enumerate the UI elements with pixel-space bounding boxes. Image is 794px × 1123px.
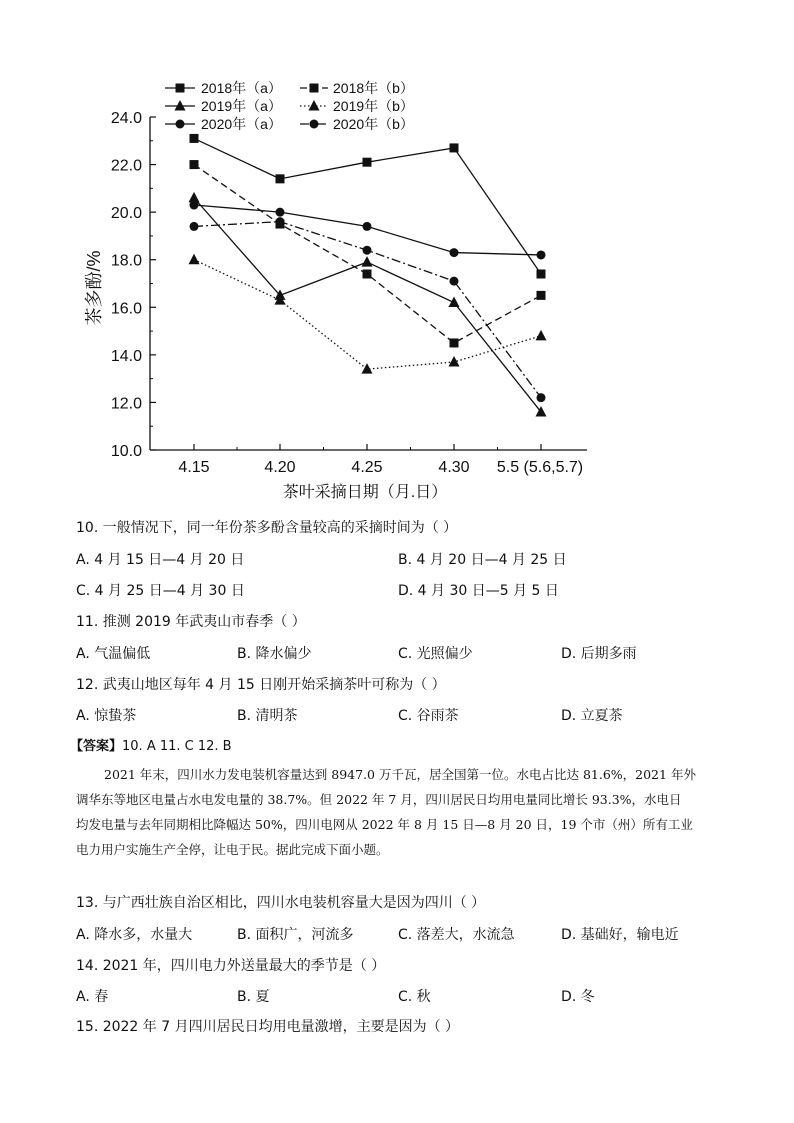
data-point [450,277,459,286]
data-point [190,201,199,210]
question-11-option-c: C. 光照偏少 [398,646,473,662]
data-point [363,246,372,255]
data-point [537,393,546,402]
legend-label: 2019年（b） [333,98,414,114]
question-14-option-b: B. 夏 [237,989,270,1005]
legend-marker [309,100,320,111]
data-point [276,174,285,183]
question-14-option-a: A. 春 [76,989,109,1005]
question-10-option-a: A. 4 月 15 日—4 月 20 日 [76,552,245,568]
data-point [449,297,460,308]
answer-line [70,738,232,756]
question-12-option-a: A. 惊蛰茶 [76,708,137,724]
question-12-stem: 12. 武夷山地区每年 4 月 15 日刚开始采摘茶叶可称为（ ） [76,677,446,693]
x-tick-label: 4.15 [178,459,210,476]
chart-legend [165,80,414,132]
series-1 [190,134,546,279]
y-tick-label: 24.0 [110,110,142,127]
legend-marker [310,84,319,93]
data-point [189,254,200,265]
tea-polyphenol-line-chart [0,0,794,510]
question-12-option-b: B. 清明茶 [237,708,298,724]
data-point [450,338,459,347]
chart-axes [150,117,587,450]
question-14-stem: 14. 2021 年，四川电力外送量最大的季节是（ ） [76,958,386,974]
legend-marker [310,120,319,129]
y-tick-label: 12.0 [110,395,142,413]
data-point [363,158,372,167]
data-point [537,269,546,278]
data-point [276,217,285,226]
answer-text: 10. A 11. C 12. B [122,739,232,754]
passage-line: 2021 年末，四川水力发电装机容量达到 8947.0 万千瓦，居全国第一位。水电占比达 81.6%，2021 年外 [104,767,696,782]
question-11-option-b: B. 降水偏少 [237,646,312,662]
data-point [450,143,459,152]
legend-marker [175,100,186,111]
question-10-option-c: C. 4 月 25 日—4 月 30 日 [76,583,245,599]
data-point [362,363,373,374]
passage-line: 电力用户实施生产全停，让电于民。据此完成下面小题。 [76,842,389,857]
question-10-option-b: B. 4 月 20 日—4 月 25 日 [398,552,567,568]
y-tick-label: 18.0 [110,252,142,270]
data-point [537,291,546,300]
reading-passage [76,762,726,862]
legend-label: 2018年（b） [333,80,414,96]
y-tick-label: 10.0 [110,443,142,460]
data-point [190,134,199,143]
x-tick-label: 5.5 (5.6,5.7) [496,459,584,476]
question-14-option-c: C. 秋 [398,989,431,1005]
question-13-option-a: A. 降水多，水量大 [76,927,193,943]
question-10-stem: 10. 一般情况下，同一年份茶多酚含量较高的采摘时间为（ ） [76,520,458,536]
data-point [537,250,546,259]
legend-label: 2018年（a） [201,80,282,96]
question-12-option-d: D. 立夏茶 [561,708,623,724]
data-point [536,330,547,341]
legend-marker [176,84,185,93]
data-point [450,248,459,257]
x-axis-ticks [178,444,583,476]
y-axis-ticks [111,110,156,460]
answer-label: 【答案】 [70,739,123,754]
data-point [190,160,199,169]
x-tick-label: 4.30 [438,459,470,476]
question-11-stem: 11. 推测 2019 年武夷山市春季（ ） [76,614,306,630]
data-point [276,208,285,217]
question-13-option-b: B. 面积广，河流多 [237,927,354,943]
data-point [362,256,373,267]
x-tick-label: 4.25 [351,459,383,476]
question-13-option-d: D. 基础好，输电近 [561,927,679,943]
question-15-stem: 15. 2022 年 7 月四川居民日均用电量激增，主要是因为（ ） [76,1019,460,1035]
y-tick-label: 20.0 [110,205,142,223]
x-axis-label: 茶叶采摘日期（月.日） [282,484,448,501]
y-tick-label: 16.0 [110,300,142,318]
question-13-option-c: C. 落差大，水流急 [398,927,515,943]
legend-marker [176,120,185,129]
legend-label: 2020年（a） [201,116,282,132]
passage-line: 调华东等地区电量占水电发电量的 38.7%。但 2022 年 7 月，四川居民日均用电量同比增长 93.3%，水电日 [76,792,682,807]
passage-line: 均发电量与去年同期相比降幅达 50%，四川电网从 2022 年 8 月 15 日—8 月 20 日，19 个市（州）所有工业 [76,817,693,832]
question-10-option-d: D. 4 月 30 日—5 月 5 日 [398,583,559,599]
y-tick-label: 22.0 [110,157,142,175]
question-11-option-a: A. 气温偏低 [76,646,151,662]
question-14-option-d: D. 冬 [561,989,595,1005]
data-point [363,269,372,278]
data-point [363,222,372,231]
series-6 [190,217,546,402]
data-point [190,222,199,231]
question-13-stem: 13. 与广西壮族自治区相比，四川水电装机容量大是因为四川（ ） [76,895,486,911]
x-tick-label: 4.20 [264,459,296,476]
question-12-option-c: C. 谷雨茶 [398,708,459,724]
legend-label: 2020年（b） [333,116,414,132]
y-tick-label: 14.0 [110,347,142,365]
y-axis-label: 茶多酚/% [84,250,104,326]
legend-label: 2019年（a） [201,98,282,114]
question-11-option-d: D. 后期多雨 [561,646,637,662]
chart-series [189,134,547,417]
